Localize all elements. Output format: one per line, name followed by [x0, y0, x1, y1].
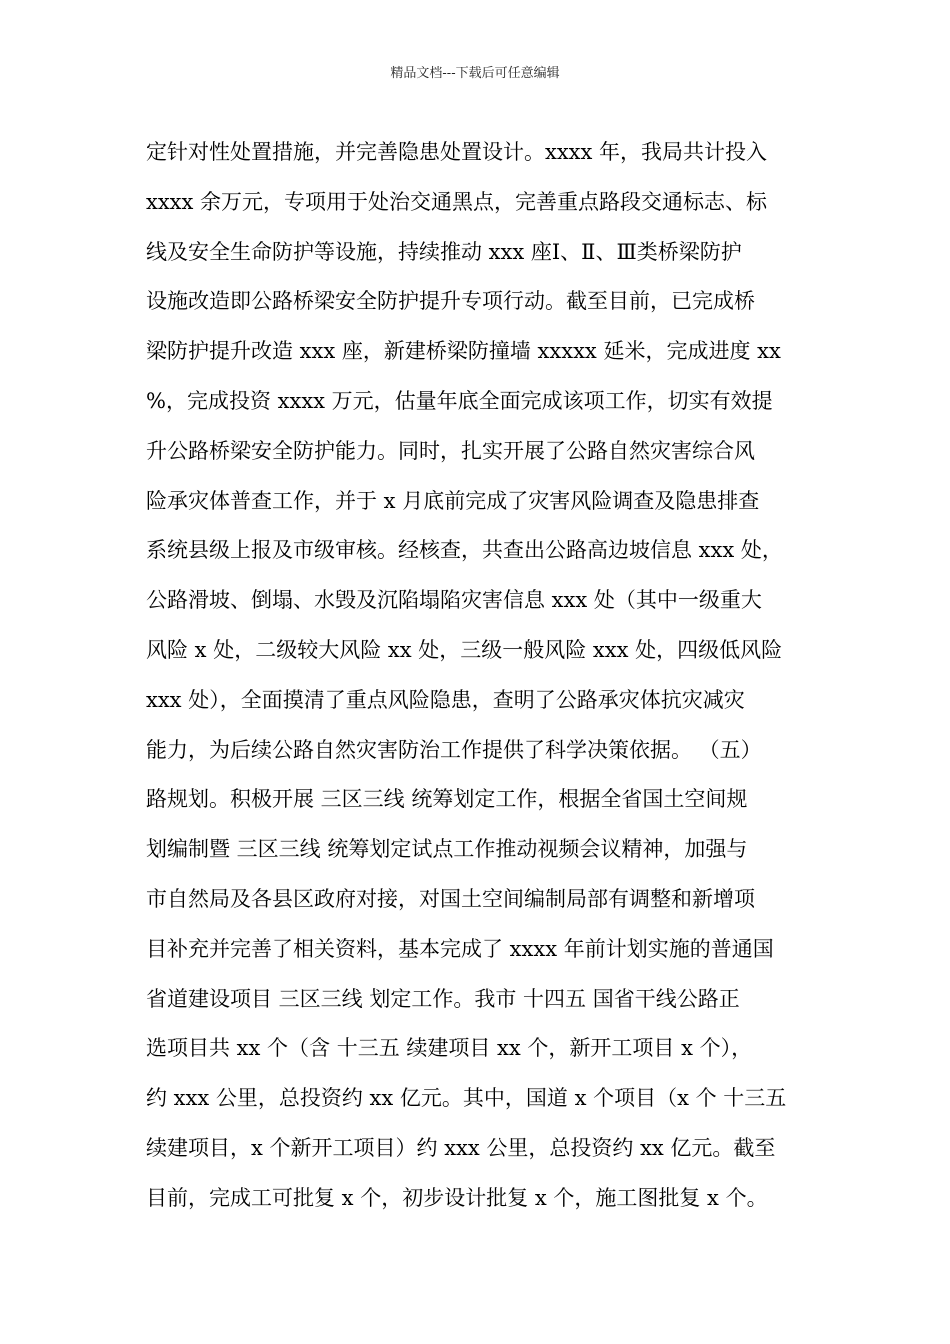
text-line: xxxx 余万元，专项用于处治交通黑点，完善重点路段交通标志、标 — [146, 189, 768, 214]
text-line: 省道建设项目 三区三线 划定工作。我市 十四五 国省干线公路正 — [146, 986, 740, 1011]
text-line: 约 xxx 公里，总投资约 xx 亿元。其中，国道 x 个项目（x 个 十三五 — [146, 1086, 787, 1111]
text-line: 险承灾体普查工作，并于 x 月底前完成了灾害风险调查及隐患排查 — [146, 488, 760, 513]
text-line: 升公路桥梁安全防护能力。同时，扎实开展了公路自然灾害综合风 — [146, 438, 755, 463]
text-line: 梁防护提升改造 xxx 座，新建桥梁防撞墙 xxxxx 延米，完成进度 xx — [146, 339, 781, 364]
text-line: 目补充并完善了相关资料，基本完成了 xxxx 年前计划实施的普通国 — [146, 936, 774, 961]
text-line: 划编制暨 三区三线 统筹划定试点工作推动视频会议精神，加强与 — [146, 837, 748, 862]
text-line: 路规划。积极开展 三区三线 统筹划定工作，根据全省国土空间规 — [146, 787, 748, 812]
document-body — [146, 128, 816, 1224]
text-line: 设施改造即公路桥梁安全防护提升专项行动。截至目前，已完成桥 — [146, 289, 755, 314]
text-line: xxx 处），全面摸清了重点风险隐患，查明了公路承灾体抗灾减灾 — [146, 687, 745, 712]
text-line: 能力，为后续公路自然灾害防治工作提供了科学决策依据。 （五） — [146, 737, 762, 762]
page-header: 精品文档---下载后可任意编辑 — [390, 66, 560, 81]
text-line: %，完成投资 xxxx 万元，估量年底全面完成该项工作，切实有效提 — [146, 388, 773, 413]
text-line: 系统县级上报及市级审核。经核查，共查出公路高边坡信息 xxx 处， — [146, 538, 783, 563]
text-line: 线及安全生命防护等设施，持续推动 xxx 座Ⅰ、Ⅱ、Ⅲ类桥梁防护 — [146, 239, 742, 264]
text-line: 续建项目，x 个新开工项目）约 xxx 公里，总投资约 xx 亿元。截至 — [146, 1135, 776, 1160]
text-line: 市自然局及各县区政府对接，对国土空间编制局部有调整和新增项 — [146, 886, 755, 911]
text-line: 目前，完成工可批复 x 个，初步设计批复 x 个，施工图批复 x 个。 — [146, 1185, 768, 1210]
text-line: 定针对性处置措施，并完善隐患处置设计。xxxx 年，我局共计投入 — [146, 140, 768, 164]
text-line: 风险 x 处，二级较大风险 xx 处，三级一般风险 xxx 处，四级低风险 — [146, 637, 783, 662]
text-line: 公路滑坡、倒塌、水毁及沉陷塌陷灾害信息 xxx 处（其中一级重大 — [146, 588, 762, 613]
text-line: 选项目共 xx 个（含 十三五 续建项目 xx 个，新开工项目 x 个）， — [146, 1036, 753, 1061]
